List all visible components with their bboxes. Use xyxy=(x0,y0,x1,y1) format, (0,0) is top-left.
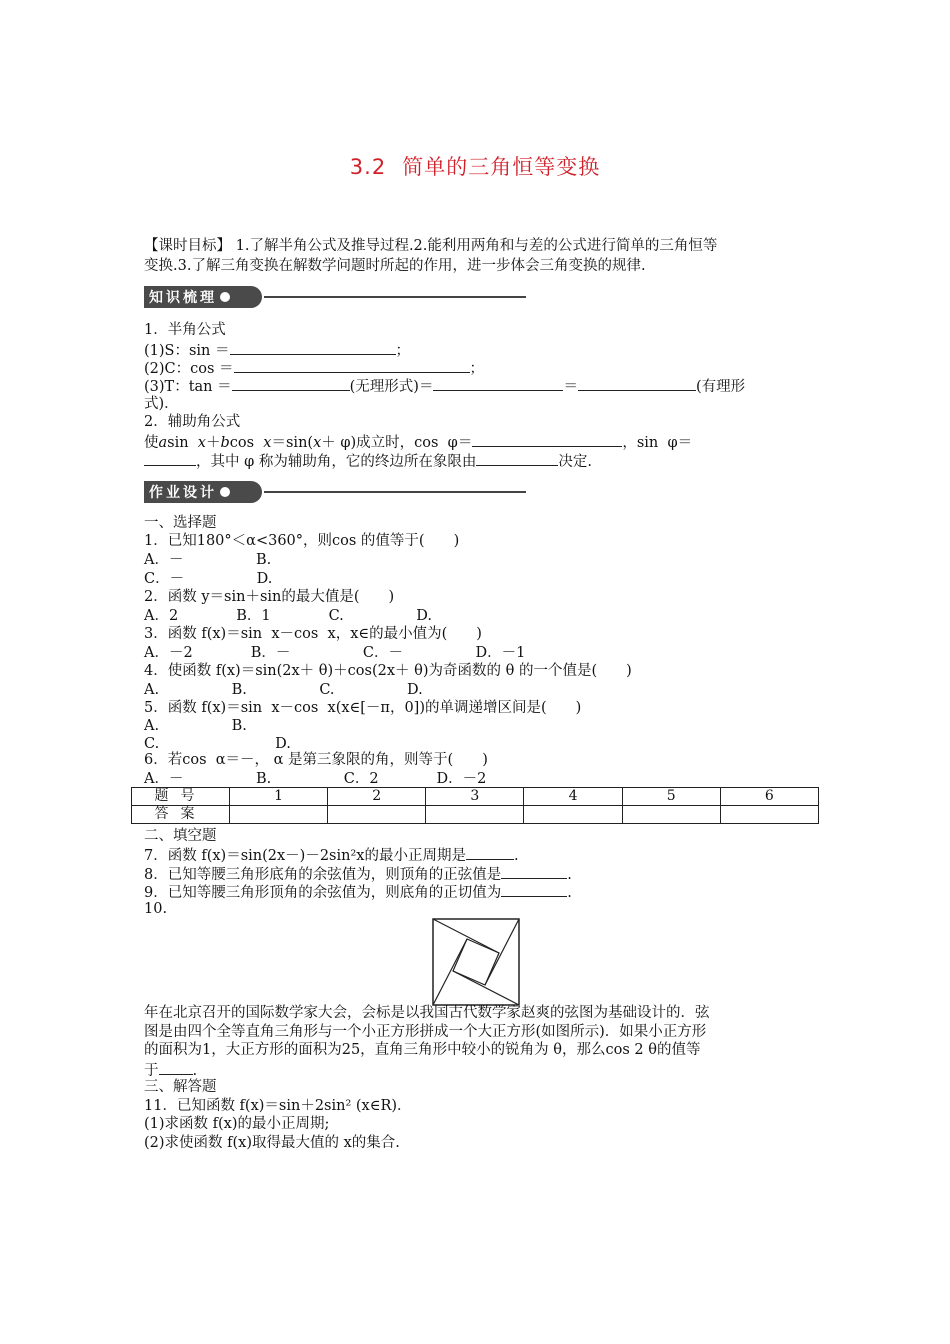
table-cell: 4 xyxy=(524,788,622,806)
knowledge-h1: 1．半角公式 xyxy=(144,322,226,338)
chord-line xyxy=(485,919,519,985)
chord-line xyxy=(433,939,467,1005)
question-6-options: A．－ B. C．2 D．－2 xyxy=(144,771,487,787)
question-2-options: A．2 B．1 C. D. xyxy=(144,608,432,624)
title-number: 3.2 xyxy=(349,155,387,179)
chord-line xyxy=(433,919,499,953)
question-11: 11．已知函数 f(x)＝sin＋2sin² (x∈R)． xyxy=(144,1098,412,1114)
question-5: 5．函数 f(x)＝sin x－cos x(x∈[－π，0])的单调递增区间是( ) xyxy=(144,700,582,716)
inner-square xyxy=(453,939,499,985)
knowledge-banner xyxy=(144,286,526,308)
question-8: 8．已知等腰三角形底角的余弦值为，则顶角的正弦值是 . xyxy=(144,864,572,884)
homework-banner-label: 作业设计 xyxy=(149,485,217,501)
table-row xyxy=(132,806,819,824)
question-11-part-2: (2)求使函数 f(x)取得最大值的 x的集合. xyxy=(144,1135,400,1151)
page-title xyxy=(0,151,950,181)
table-cell: 5 xyxy=(622,788,720,806)
answer-cell[interactable] xyxy=(426,806,524,824)
outer-square xyxy=(433,919,519,1005)
question-1-options-ab: A．－ B. xyxy=(144,552,272,568)
answer-cell[interactable] xyxy=(622,806,720,824)
question-2: 2．函数 y＝sin＋sin的最大值是( ) xyxy=(144,589,395,605)
question-10-number: 10. xyxy=(144,901,168,917)
formula-sin: (1)S：sin ＝ ； xyxy=(144,340,410,360)
table-cell: 6 xyxy=(720,788,818,806)
homework-banner xyxy=(144,481,526,503)
knowledge-banner-label: 知识梳理 xyxy=(149,290,217,306)
goals-line-2: 变换.3.了解三角变换在解数学问题时所起的作用，进一步体会三角变换的规律. xyxy=(144,258,646,274)
question-3: 3．函数 f(x)＝sin x－cos x，x∈的最小值为( ) xyxy=(144,626,482,642)
question-10-line-1: 年在北京召开的国际数学家大会，会标是以我国古代数学家赵爽的弦图为基础设计的．弦 xyxy=(144,1005,710,1021)
question-10-line-2: 图是由四个全等直角三角形与一个小正方形拼成一个大正方形(如图所示)．如果小正方形 xyxy=(144,1024,707,1040)
formula-cos: (2)C：cos ＝ ； xyxy=(144,358,484,378)
goals-line-1: 【课时目标】 1.了解半角公式及推导过程.2.能利用两角和与差的公式进行简单的三角恒等 xyxy=(144,238,718,254)
question-10-line-3: 的面积为1，大正方形的面积为25，直角三角形中较小的锐角为 θ，那么cos 2 θ的值等 xyxy=(144,1042,701,1058)
question-11-part-1: (1)求函数 f(x)的最小正周期; xyxy=(144,1116,330,1132)
banner-rule xyxy=(264,296,526,298)
knowledge-h2: 2．辅助角公式 xyxy=(144,414,241,430)
question-5-options-ab: A. B. xyxy=(144,718,247,734)
title-text: 简单的三角恒等变换 xyxy=(402,155,601,179)
table-cell: 1 xyxy=(230,788,328,806)
question-4: 4．使函数 f(x)＝sin(2x＋ θ)＋cos(2x＋ θ)为奇函数的 θ 的一个值是( ) xyxy=(144,663,632,679)
banner-dot-icon xyxy=(220,292,230,302)
banner-rule xyxy=(264,491,526,493)
table-header-cell: 题号 xyxy=(132,788,230,806)
chord-line xyxy=(453,971,519,1005)
answer-cell[interactable] xyxy=(328,806,426,824)
table-cell: 3 xyxy=(426,788,524,806)
table-cell: 2 xyxy=(328,788,426,806)
table-row xyxy=(132,788,819,806)
answer-cell[interactable] xyxy=(230,806,328,824)
aux-formula-2: ，其中 φ 称为辅助角，它的终边所在象限由 决定. xyxy=(144,451,592,471)
question-1: 1．已知180°＜α<360°，则cos 的值等于( ) xyxy=(144,533,460,549)
section-choice: 一、选择题 xyxy=(144,515,217,531)
question-3-options: A．－2 B．－ C．－ D．－1 xyxy=(144,645,526,661)
formula-tan: (3)T：tan ＝ (无理形式)＝ ＝ (有理形 xyxy=(144,376,745,396)
answer-table xyxy=(131,787,819,824)
question-9: 9．已知等腰三角形顶角的余弦值为，则底角的正切值为 . xyxy=(144,882,572,902)
zhao-shuang-chord-diagram xyxy=(432,918,520,1006)
question-4-options: A. B. C. D. xyxy=(144,682,423,698)
aux-formula-1: 使asin x＋bcos x＝sin(x＋ φ)成立时，cos φ＝ ，sin φ＝ xyxy=(144,432,692,452)
question-10-line-4: 于 . xyxy=(144,1060,197,1080)
section-answer: 三、解答题 xyxy=(144,1079,217,1095)
question-5-options-cd: C. D. xyxy=(144,736,291,752)
answer-cell[interactable] xyxy=(524,806,622,824)
question-6: 6．若cos α＝－， α 是第三象限的角，则等于( ) xyxy=(144,752,488,768)
section-fill: 二、填空题 xyxy=(144,828,217,844)
banner-dot-icon xyxy=(220,487,230,497)
question-1-options-cd: C．－ D. xyxy=(144,571,273,587)
question-7: 7．函数 f(x)＝sin(2x－)－2sin²x的最小正周期是 . xyxy=(144,845,519,865)
table-header-cell: 答案 xyxy=(132,806,230,824)
answer-cell[interactable] xyxy=(720,806,818,824)
formula-tan-cont: 式)． xyxy=(144,396,179,412)
